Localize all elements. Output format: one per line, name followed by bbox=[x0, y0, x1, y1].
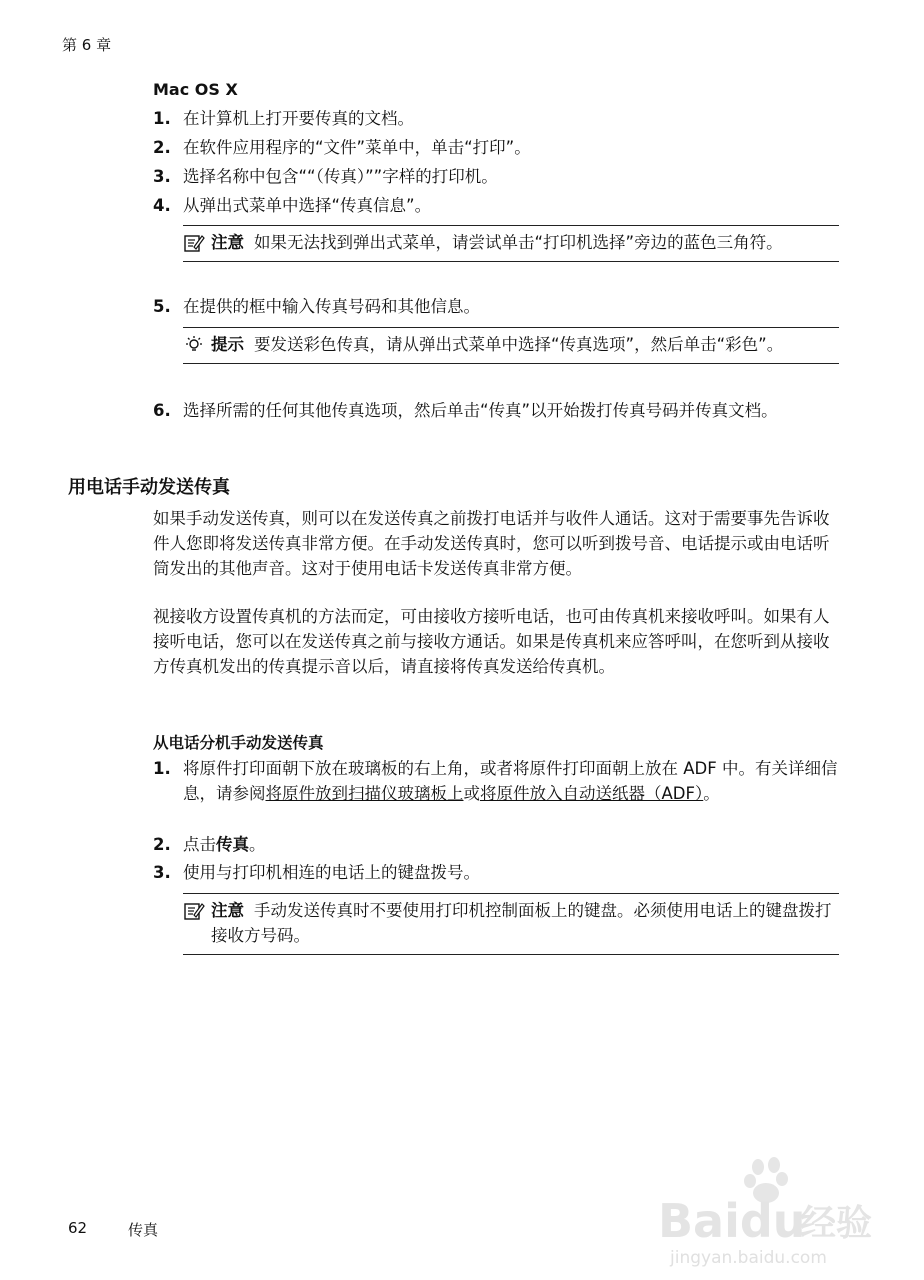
section-heading: 用电话手动发送传真 bbox=[68, 477, 230, 498]
subsection-heading: 从电话分机手动发送传真 bbox=[153, 734, 324, 752]
step-text: 。 bbox=[703, 784, 720, 803]
step-text: 点击 bbox=[183, 835, 216, 854]
note-text: 手动发送传真时不要使用打印机控制面板上的键盘。必须使用电话上的键盘拨打接收方号码。 bbox=[211, 901, 832, 945]
list-item bbox=[153, 832, 843, 857]
watermark-url: jingyan.baidu.com bbox=[670, 1248, 827, 1268]
step-number: 6. bbox=[153, 401, 171, 420]
watermark-label: 经验 bbox=[800, 1203, 873, 1244]
step-text: 将原件打印面朝下放在玻璃板的右上角，或者将原件打印面朝上放在 ADF 中。有关详细信息，请参阅 bbox=[183, 759, 838, 803]
paragraph: 视接收方设置传真机的方法而定，可由接收方接听电话，也可由传真机来接收呼叫。如果有人接听电话，您可以在发送传真之前与接收方通话。如果是传真机来应答呼叫，在您听到从接收方传真机发出的传真提示音以后，请直接将传真发送给传真机。 bbox=[153, 607, 830, 676]
step-text: 在软件应用程序的“文件”菜单中，单击“打印”。 bbox=[183, 138, 531, 157]
link-adf[interactable]: 将原件放入自动送纸器（ADF） bbox=[480, 784, 704, 803]
note-box bbox=[183, 893, 839, 955]
page-number: 62 bbox=[68, 1219, 88, 1237]
tip-label: 提示 bbox=[211, 335, 244, 354]
list-item bbox=[153, 106, 843, 131]
tip-box bbox=[183, 327, 839, 364]
note-icon bbox=[183, 232, 205, 254]
list-item bbox=[153, 860, 843, 885]
step-bold-text: 传真 bbox=[216, 835, 249, 854]
step-text: 选择所需的任何其他传真选项，然后单击“传真”以开始拨打传真号码并传真文档。 bbox=[183, 401, 778, 420]
paragraph: 如果手动发送传真，则可以在发送传真之前拨打电话并与收件人通话。这对于需要事先告诉收件人您即将发送传真非常方便。在手动发送传真时，您可以听到拨号音、电话提示或由电话听筒发出的其他声音。这对于使用电话卡发送传真非常方便。 bbox=[153, 509, 830, 578]
note-label: 注意 bbox=[211, 233, 244, 252]
list-item bbox=[153, 398, 839, 423]
lightbulb-icon bbox=[183, 334, 205, 356]
step-number: 2. bbox=[153, 138, 171, 157]
mac-section-title: Mac OS X bbox=[153, 80, 238, 99]
note-icon bbox=[183, 900, 205, 922]
note-text: 如果无法找到弹出式菜单，请尝试单击“打印机选择”旁边的蓝色三角符。 bbox=[254, 233, 783, 252]
list-item bbox=[153, 756, 839, 806]
step-number: 4. bbox=[153, 196, 171, 215]
chapter-header: 第 6 章 bbox=[62, 36, 112, 54]
step-number: 1. bbox=[153, 109, 171, 128]
link-scanner-glass[interactable]: 将原件放到扫描仪玻璃板上 bbox=[265, 784, 464, 803]
list-item bbox=[153, 193, 843, 218]
footer-section-title: 传真 bbox=[128, 1221, 159, 1239]
step-number: 1. bbox=[153, 759, 171, 778]
note-box bbox=[183, 225, 839, 262]
step-text: 从弹出式菜单中选择“传真信息”。 bbox=[183, 196, 432, 215]
step-text: 在提供的框中输入传真号码和其他信息。 bbox=[183, 297, 480, 316]
note-label: 注意 bbox=[211, 901, 244, 920]
tip-text: 要发送彩色传真，请从弹出式菜单中选择“传真选项”，然后单击“彩色”。 bbox=[254, 335, 784, 354]
step-number: 3. bbox=[153, 863, 171, 882]
step-text: 。 bbox=[249, 835, 266, 854]
list-item bbox=[153, 294, 843, 319]
list-item bbox=[153, 164, 843, 189]
watermark-brand: Baidu bbox=[658, 1194, 806, 1248]
step-text: 使用与打印机相连的电话上的键盘拨号。 bbox=[183, 863, 480, 882]
list-item bbox=[153, 135, 843, 160]
step-text: 或 bbox=[463, 784, 480, 803]
step-number: 5. bbox=[153, 297, 171, 316]
baidu-watermark bbox=[650, 1155, 890, 1270]
step-text: 在计算机上打开要传真的文档。 bbox=[183, 109, 414, 128]
step-number: 3. bbox=[153, 167, 171, 186]
step-text: 选择名称中包含““（传真）””字样的打印机。 bbox=[183, 167, 498, 186]
step-number: 2. bbox=[153, 835, 171, 854]
